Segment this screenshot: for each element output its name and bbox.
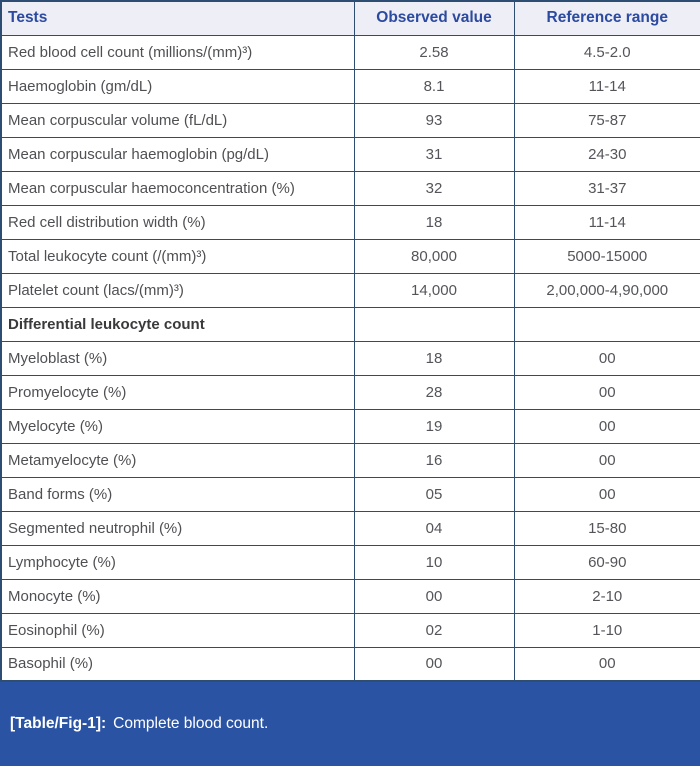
test-name-cell: Metamyelocyte (%) <box>1 443 354 477</box>
test-name-cell: Myeloblast (%) <box>1 341 354 375</box>
reference-range-cell: 2-10 <box>514 579 700 613</box>
table-row <box>1 69 700 103</box>
reference-range-cell: 00 <box>514 477 700 511</box>
reference-range-cell: 00 <box>514 375 700 409</box>
observed-value-cell: 32 <box>354 171 514 205</box>
table-row <box>1 35 700 69</box>
test-name-cell: Mean corpuscular haemoglobin (pg/dL) <box>1 137 354 171</box>
reference-range-cell: 00 <box>514 443 700 477</box>
observed-value-cell: 04 <box>354 511 514 545</box>
table-row <box>1 511 700 545</box>
table-row <box>1 409 700 443</box>
table-row <box>1 375 700 409</box>
header-row <box>1 1 700 35</box>
test-name-cell: Segmented neutrophil (%) <box>1 511 354 545</box>
reference-range-cell: 75-87 <box>514 103 700 137</box>
column-header-tests: Tests <box>1 1 354 35</box>
reference-range-cell: 00 <box>514 647 700 681</box>
observed-value-cell: 16 <box>354 443 514 477</box>
table-row <box>1 307 700 341</box>
observed-value-cell: 00 <box>354 579 514 613</box>
test-name-cell: Differential leukocyte count <box>1 307 354 341</box>
table-caption <box>0 682 700 766</box>
caption-text: Complete blood count. <box>113 715 269 732</box>
reference-range-cell: 00 <box>514 409 700 443</box>
column-header-observed-value: Observed value <box>354 1 514 35</box>
reference-range-cell: 5000-15000 <box>514 239 700 273</box>
table-row <box>1 103 700 137</box>
observed-value-cell: 14,000 <box>354 273 514 307</box>
test-name-cell: Promyelocyte (%) <box>1 375 354 409</box>
observed-value-cell: 28 <box>354 375 514 409</box>
observed-value-cell: 8.1 <box>354 69 514 103</box>
test-name-cell: Total leukocyte count (/(mm)³) <box>1 239 354 273</box>
table-row <box>1 171 700 205</box>
table-row <box>1 477 700 511</box>
observed-value-cell: 10 <box>354 545 514 579</box>
table-row <box>1 273 700 307</box>
reference-range-cell: 00 <box>514 341 700 375</box>
reference-range-cell: 4.5-2.0 <box>514 35 700 69</box>
observed-value-cell: 00 <box>354 647 514 681</box>
table-row <box>1 137 700 171</box>
test-name-cell: Band forms (%) <box>1 477 354 511</box>
reference-range-cell: 24-30 <box>514 137 700 171</box>
column-header-reference-range: Reference range <box>514 1 700 35</box>
table-row <box>1 341 700 375</box>
table-row <box>1 239 700 273</box>
test-name-cell: Basophil (%) <box>1 647 354 681</box>
observed-value-cell: 80,000 <box>354 239 514 273</box>
observed-value-cell: 18 <box>354 341 514 375</box>
reference-range-cell: 11-14 <box>514 69 700 103</box>
observed-value-cell: 02 <box>354 613 514 647</box>
observed-value-cell: 31 <box>354 137 514 171</box>
observed-value-cell: 2.58 <box>354 35 514 69</box>
table-row <box>1 545 700 579</box>
test-name-cell: Lymphocyte (%) <box>1 545 354 579</box>
test-name-cell: Red blood cell count (millions/(mm)³) <box>1 35 354 69</box>
test-name-cell: Mean corpuscular volume (fL/dL) <box>1 103 354 137</box>
test-name-cell: Platelet count (lacs/(mm)³) <box>1 273 354 307</box>
reference-range-cell: 2,00,000-4,90,000 <box>514 273 700 307</box>
observed-value-cell: 19 <box>354 409 514 443</box>
observed-value-cell <box>354 307 514 341</box>
test-name-cell: Red cell distribution width (%) <box>1 205 354 239</box>
caption-label: [Table/Fig-1]: <box>10 715 107 732</box>
table-row <box>1 579 700 613</box>
table-row <box>1 647 700 681</box>
table-body <box>1 35 700 681</box>
reference-range-cell: 11-14 <box>514 205 700 239</box>
table-row <box>1 205 700 239</box>
test-name-cell: Monocyte (%) <box>1 579 354 613</box>
test-name-cell: Mean corpuscular haemoconcentration (%) <box>1 171 354 205</box>
reference-range-cell: 1-10 <box>514 613 700 647</box>
table-header <box>1 1 700 35</box>
reference-range-cell <box>514 307 700 341</box>
observed-value-cell: 05 <box>354 477 514 511</box>
reference-range-cell: 60-90 <box>514 545 700 579</box>
test-name-cell: Haemoglobin (gm/dL) <box>1 69 354 103</box>
observed-value-cell: 18 <box>354 205 514 239</box>
table-row <box>1 613 700 647</box>
reference-range-cell: 15-80 <box>514 511 700 545</box>
observed-value-cell: 93 <box>354 103 514 137</box>
reference-range-cell: 31-37 <box>514 171 700 205</box>
test-name-cell: Eosinophil (%) <box>1 613 354 647</box>
table-row <box>1 443 700 477</box>
test-name-cell: Myelocyte (%) <box>1 409 354 443</box>
